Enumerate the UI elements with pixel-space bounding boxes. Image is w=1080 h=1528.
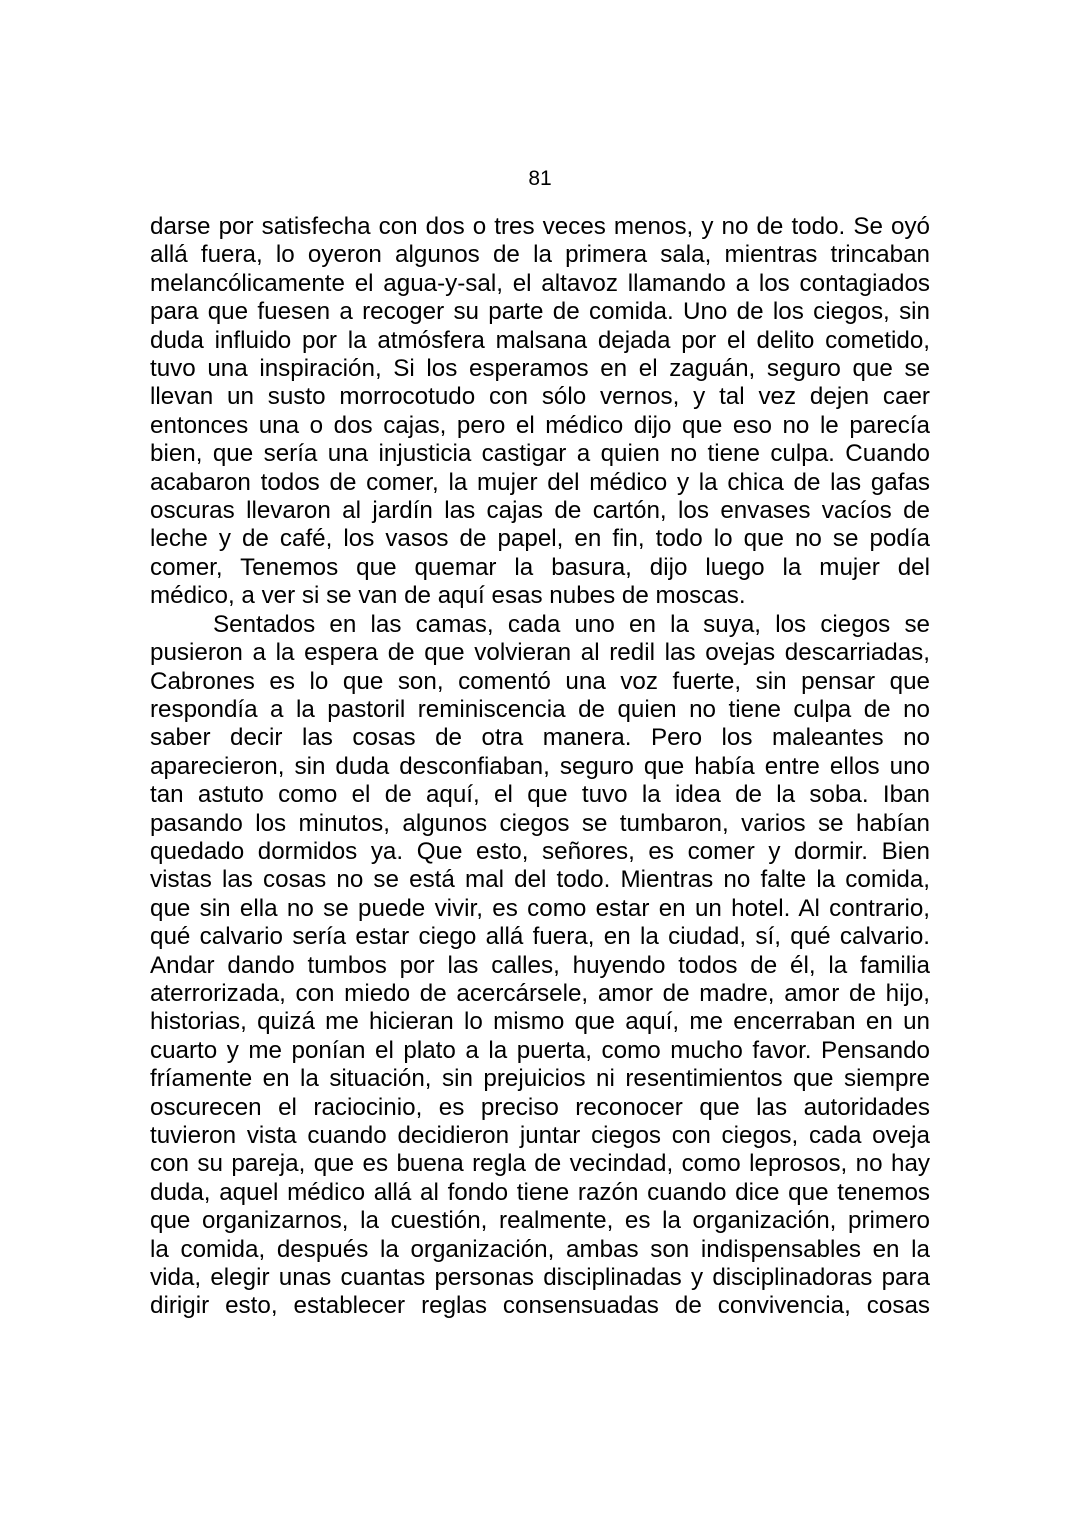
text-line: Andar dando tumbos por las calles, huyendo todos de él, la familia <box>150 951 930 979</box>
text-line: comer, Tenemos que quemar la basura, dijo luego la mujer del <box>150 553 930 581</box>
text-line: Sentados en las camas, cada uno en la suya, los ciegos se <box>213 610 930 638</box>
text-line: oscurecen el raciocinio, es preciso reconocer que las autoridades <box>150 1093 930 1121</box>
text-line: llevan un susto morrocotudo con sólo vernos, y tal vez dejen caer <box>150 383 930 411</box>
text-line: médico, a ver si se van de aquí esas nubes de moscas. <box>150 582 746 610</box>
text-line: aterrorizada, con miedo de acercársele, amor de madre, amor de hijo, <box>150 979 930 1007</box>
text-line: cuarto y me ponían el plato a la puerta, como mucho favor. Pensando <box>150 1036 930 1064</box>
page-number: 81 <box>528 167 552 190</box>
text-line: que organizarnos, la cuestión, realmente, es la organización, primero <box>150 1207 930 1235</box>
text-line: con su pareja, que es buena regla de vecindad, como leprosos, no hay <box>150 1150 930 1178</box>
text-line: vistas las cosas no se está mal del todo. Mientras no falte la comida, <box>150 866 930 894</box>
text-line: duda influido por la atmósfera malsana dejada por el delito cometido, <box>150 326 930 354</box>
text-line: oscuras llevaron al jardín las cajas de cartón, los envases vacíos de <box>150 497 930 525</box>
text-line: leche y de café, los vasos de papel, en fin, todo lo que no se podía <box>150 525 930 553</box>
body-text <box>150 213 930 1321</box>
text-line: Cabrones es lo que son, comentó una voz fuerte, sin pensar que <box>150 667 930 695</box>
text-line: aparecieron, sin duda desconfiaban, seguro que había entre ellos uno <box>150 752 930 780</box>
text-line: para que fuesen a recoger su parte de comida. Uno de los ciegos, sin <box>150 298 930 326</box>
text-line: respondía a la pastoril reminiscencia de quien no tiene culpa de no <box>150 695 930 723</box>
text-line: saber decir las cosas de otra manera. Pero los maleantes no <box>150 724 930 752</box>
text-line: dirigir esto, establecer reglas consensuadas de convivencia, cosas <box>150 1292 930 1320</box>
text-line: allá fuera, lo oyeron algunos de la primera sala, mientras trincaban <box>150 241 930 269</box>
text-line: fríamente en la situación, sin prejuicios ni resentimientos que siempre <box>150 1065 930 1093</box>
text-line: tan astuto como el de aquí, el que tuvo la idea de la soba. Iban <box>150 781 930 809</box>
text-line: qué calvario sería estar ciego allá fuera, en la ciudad, sí, qué calvario. <box>150 923 930 951</box>
text-line: historias, quizá me hicieran lo mismo que aquí, me encerraban en un <box>150 1008 930 1036</box>
text-line: darse por satisfecha con dos o tres veces menos, y no de todo. Se oyó <box>150 213 930 240</box>
text-line: acabaron todos de comer, la mujer del médico y la chica de las gafas <box>150 468 930 496</box>
text-line: que sin ella no se puede vivir, es como estar en un hotel. Al contrario, <box>150 894 930 922</box>
text-line: pusieron a la espera de que volvieran al redil las ovejas descarriadas, <box>150 639 930 667</box>
text-line: vida, elegir unas cuantas personas disciplinadas y disciplinadoras para <box>150 1264 930 1292</box>
text-line: bien, que sería una injusticia castigar a quien no tiene culpa. Cuando <box>150 440 930 468</box>
text-line: tuvieron vista cuando decidieron juntar ciegos con ciegos, cada oveja <box>150 1122 930 1149</box>
text-line: la comida, después la organización, ambas son indispensables en la <box>150 1235 930 1263</box>
text-line: duda, aquel médico allá al fondo tiene razón cuando dice que tenemos <box>150 1178 930 1206</box>
text-line: pasando los minutos, algunos ciegos se tumbaron, varios se habían <box>150 809 930 837</box>
text-line: tuvo una inspiración, Si los esperamos en el zaguán, seguro que se <box>150 355 930 383</box>
text-line: entonces una o dos cajas, pero el médico dijo que eso no le parecía <box>150 411 930 439</box>
text-line: quedado dormidos ya. Que esto, señores, es comer y dormir. Bien <box>150 837 930 865</box>
text-line: melancólicamente el agua-y-sal, el altavoz llamando a los contagiados <box>150 269 930 297</box>
